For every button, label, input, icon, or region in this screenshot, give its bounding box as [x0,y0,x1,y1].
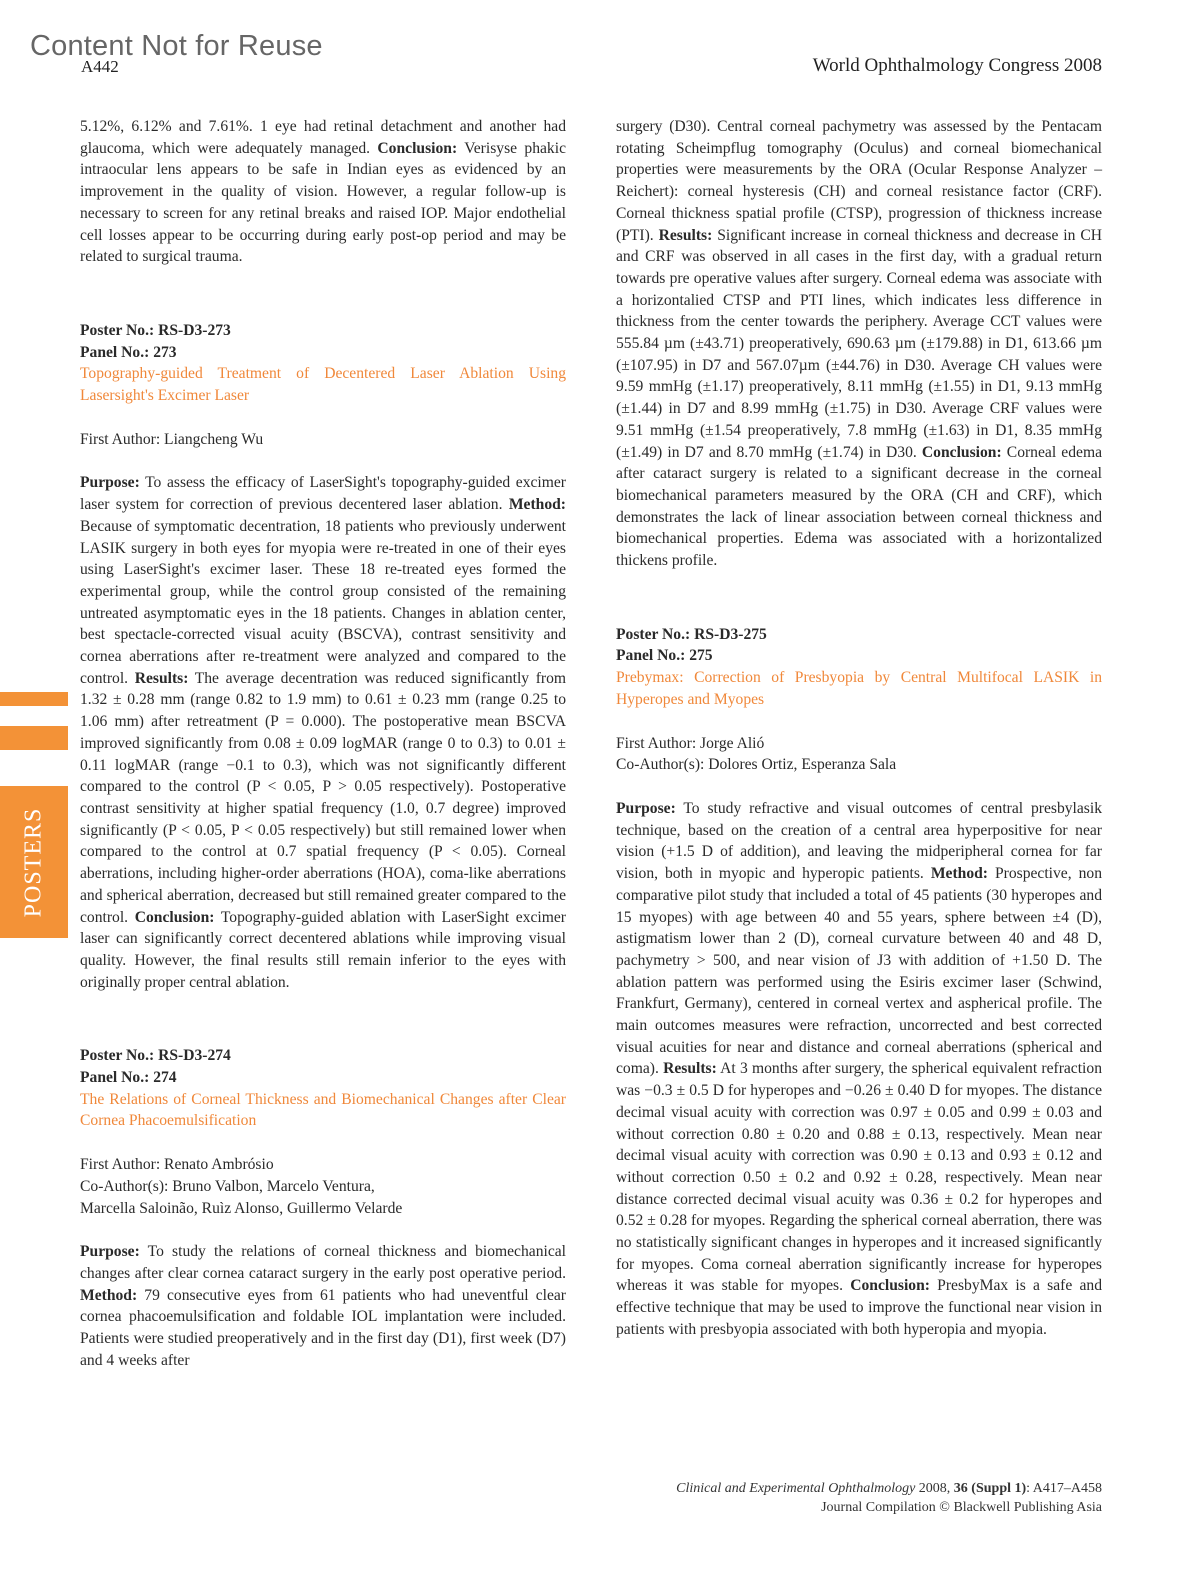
abstract-body: Purpose: To assess the efficacy of LaserSight's topography-guided excimer laser system for correction of previous decentered laser ablation. Method: Because of symptomatic decentration, 18 patients who previously underwent LASIK surgery in both eyes for myopia were re-treated in one of their eyes using LaserSight's excimer laser. These 18 re-treated eyes formed the experimental group, while the control group consisted of the remaining untreated asymptomatic eyes in the 18 patients. Changes in ablation center, best spectacle-corrected visual acuity (BSCVA), contrast sensitivity and cornea aberrations after re-treatment were analyzed and compared to the control. Results: The average decentration was reduced significantly from 1.32 ± 0.28 mm (range 0.82 to 1.9 mm) to 0.61 ± 0.23 mm (range 0.25 to 1.06 mm) after retreatment (P = 0.000). The postoperative mean BSCVA improved significantly from 0.08 ± 0.09 logMAR (range 0 to 0.3) to 0.01 ± 0.11 logMAR (range −0.1 to 0.3), which was not significantly different compared to the control (P < 0.05, P > 0.05 respectively). Postoperative contrast sensitivity at higher spatial frequency (1.0, 0.7 degree) improved significantly (P < 0.05, P < 0.05 respectively) but still remained lower when compared to the control at 0.7 spatial frequency (P < 0.05). Corneal aberrations, including higher-order aberrations (HOA), coma-like aberrations and spherical aberration, decreased but still remained greater compared to the control. Conclusion: Topography-guided ablation with LaserSight excimer laser can significantly correct decentered ablations while improving visual quality. However, the final results still remain inferior to the eyes with originally proper central ablation. [80,474,567,991]
journal-footer [676,1479,1102,1517]
running-head: World Ophthalmology Congress 2008 [812,55,1102,76]
watermark: Content Not for Reuse [30,30,323,62]
abstract-title: Topography-guided Treatment of Decentered Laser Ablation Using Lasersight's Excimer Laser [80,365,566,405]
abstract-275 [616,624,1102,1341]
co-authors: Marcella Saloinão, Ruìz Alonso, Guillermo Velarde [80,1199,403,1217]
abstract-title: The Relations of Corneal Thickness and Biomechanical Changes after Clear Cornea Phacoemulsification [80,1090,566,1130]
abstract-continuation: 5.12%, 6.12% and 7.61%. 1 eye had retinal detachment and another had glaucoma, which were adequately managed. Conclusion: Verisyse phakic intraocular lens appears to be safe in Indian eyes as evidenced by an improvement in the quality of vision. However, a regular follow-up is necessary to screen for any retinal breaks and raised IOP. Major endothelial cell losses appear to be occurring during early post-op period and may be related to surgical trauma. [80,118,566,266]
section-label: Conclusion: [377,139,458,157]
co-authors: Co-Author(s): Dolores Ortiz, Esperanza Sala [616,756,897,774]
first-author: First Author: Jorge Alió [616,734,765,752]
left-column [80,116,566,1371]
co-authors: Co-Author(s): Bruno Valbon, Marcelo Ventura, [80,1177,375,1195]
abstract-274 [80,1045,566,1371]
section-tab-label: POSTERS [20,807,47,917]
section-tab [0,786,68,938]
journal-copyright: Journal Compilation © Blackwell Publishing Asia [821,1500,1102,1515]
abstract-continuation: surgery (D30). Central corneal pachymetry was assessed by the Pentacam rotating Scheimpflug tomography (Oculus) and corneal biomechanical properties were measurements by the ORA (Ocular Response Analyzer – Reichert): corneal hysteresis (CH) and corneal resistance factor (CRF). Corneal thickness spatial profile (CTSP), progression of thickness increase (PTI). Results: Significant increase in corneal thickness and decrease in CH and CRF was observed in all cases in the first day, with a gradual return towards pre operative values after surgery. Corneal edema was associate with a horizontalied CTSP and PTI lines, which indicates less difference in thickness from the center towards the periphery. Average CCT values were 555.84 µm (±43.71) preoperatively, 690.63 µm (±179.88) in D1, 613.66 µm (±107.95) in D7 and 567.07µm (±44.76) in D30. Average CH values were 9.59 mmHg (±1.17) preoperatively, 8.11 mmHg (±1.55) in D1, 9.13 mmHg (±1.44) in D7 and 8.99 mmHg (±1.75) in D30. Average CRF values were 9.51 mmHg (±1.54 preoperatively, 7.8 mmHg (±1.63) in D1, 8.35 mmHg (±1.49) in D7 and 8.70 mmHg (±1.74) in D30. Conclusion: Corneal edema after cataract surgery is related to a significant decrease in the corneal biomechanical parameters measured by the ORA (CH and CRF), which demonstrates the lack of linear association between corneal thickness and biomechanical properties. Edema was associated with a horizontalized thickens profile. [616,118,1103,570]
page-number: A442 [81,57,119,76]
abstract-title: Prebymax: Correction of Presbyopia by Central Multifocal LASIK in Hyperopes and Myopes [616,669,1102,708]
poster-number: Poster No.: RS-D3-273 [80,321,231,339]
poster-number: Poster No.: RS-D3-274 [80,1047,231,1065]
journal-citation: Clinical and Experimental Ophthalmology 2008, 36 (Suppl 1): A417–A458 [676,1481,1102,1496]
right-column [616,116,1102,1341]
side-accent-bar [0,692,68,706]
first-author: First Author: Liangcheng Wu [80,430,264,448]
panel-number: Panel No.: 273 [80,343,177,361]
abstract-273 [80,320,566,993]
panel-number: Panel No.: 275 [616,647,713,665]
first-author: First Author: Renato Ambrósio [80,1156,274,1174]
poster-number: Poster No.: RS-D3-275 [616,625,767,643]
abstract-body: Purpose: To study the relations of corneal thickness and biomechanical changes after clear cornea cataract surgery in the early post operative period. Method: 79 consecutive eyes from 61 patients who had uneventful clear cornea phacoemulsification and foldable IOL implantation were included. Patients were studied preoperatively and in the first day (D1), first week (D7) and 4 weeks after [80,1243,566,1369]
abstract-body: Purpose: To study refractive and visual outcomes of central presbylasik technique, based on the creation of a central area hyperpositive for near vision (+1.5 D of addition), and leaving the midperipheral cornea for far vision, both in myopic and hyperopic patients. Method: Prospective, non comparative pilot study that included a total of 45 patients (30 hyperopes and 15 myopes) with age between 40 and 55 years, sphere between ±4 (D), astigmatism lower than 2 (D), corneal curvature between 40 and 48 D, pachymetry > 500, and near vision of J3 with addition of +1.50 D. The ablation pattern was performed using the Esiris excimer laser (Schwind, Frankfurt, Germany), centered in corneal vertex and aspherical profile. The main outcomes measures were refraction, uncorrected and best corrected visual acuities for near and distance and corneal aberrations (spherical and coma). Results: At 3 months after surgery, the spherical equivalent refraction was −0.3 ± 0.5 D for hyperopes and −0.26 ± 0.40 D for myopes. The distance decimal visual acuity with correction was 0.97 ± 0.05 and 0.99 ± 0.03 and without correction 0.80 ± 0.20 and 0.88 ± 0.13, respectively. Mean near decimal visual acuity with correction was 0.90 ± 0.13 and 0.93 ± 0.12 and without correction 0.50 ± 0.2 and 0.92 ± 0.28, respectively. Mean near distance corrected decimal visual acuity was 0.36 ± 0.2 for hyperopes and 0.52 ± 0.28 for myopes. Regarding the spherical corneal aberration, there was no statistically significant changes in hyperopes and it increased significantly for myopes. Coma corneal aberration significantly increase for hyperopes whereas it was stable for myopes. Conclusion: PresbyMax is a safe and effective technique that may be used to improve the functional near vision in patients with presbyopia associated with both hyperopia and myopia. [616,799,1102,1338]
side-accent-bar [0,726,68,750]
panel-number: Panel No.: 274 [80,1069,177,1087]
